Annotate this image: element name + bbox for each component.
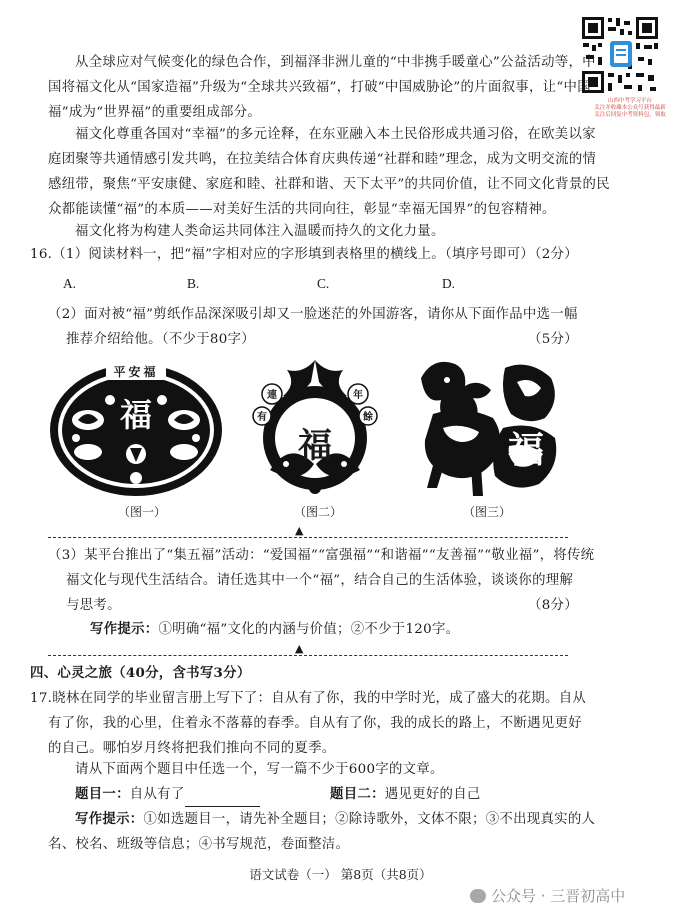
text-line: 福文化与现代生活结合。请任选其中一个“福”，结合自己的生活体验，谈谈你的理解 xyxy=(66,573,574,588)
watermark xyxy=(470,885,625,906)
qr-caption xyxy=(583,98,677,119)
q17-prompt xyxy=(30,686,586,761)
text-line: 福”成为“世界福”的重要组成部分。 xyxy=(48,105,262,120)
text-line: 名、校名、班级等信息；④书写规范，卷面整洁。 xyxy=(48,837,350,852)
text-line: （2）面对被“福”剪纸作品深深吸引却又一脸迷茫的外国游客，请你从下面作品中选一幅 xyxy=(48,307,578,322)
q16-part2-text xyxy=(48,302,578,352)
section-4-title: 四、心灵之旅（40分，含书写3分） xyxy=(30,665,251,681)
papercut-char-nian: 年 xyxy=(353,390,363,401)
q16-part3-score: （8分） xyxy=(528,598,578,613)
option-a: A. xyxy=(63,276,77,291)
papercut-figure-3 xyxy=(413,358,563,500)
figure-2-caption: （图二） xyxy=(294,505,343,519)
text-line: 与思考。 xyxy=(66,598,121,613)
topic-1-blank xyxy=(185,793,260,807)
hint-text: ①明确“福”文化的内涵与价值；②不少于120字。 xyxy=(158,622,460,637)
text-line: 推荐介绍给他。（不少于80字） xyxy=(66,332,255,347)
papercut-banner-text: 平安福 xyxy=(113,365,159,379)
figure-1-caption: （图一） xyxy=(118,505,167,519)
papercut-fu-char: 福 xyxy=(119,396,152,434)
text-line: 国将福文化从“国家造福”升级为“全球共兴致福”，打破“中国威胁论”的片面叙事，让“中国 xyxy=(48,80,591,95)
topic-1-label: 题目一： xyxy=(75,786,130,802)
text-line: 福文化尊重各国对“幸福”的多元诠释，在东亚融入本土民俗形成共通习俗，在欧美以家 xyxy=(75,127,596,142)
topic-1 xyxy=(75,782,260,807)
papercut-char-lian: 連 xyxy=(267,390,277,401)
page-footer: 语文试卷（一） 第8页（共8页） xyxy=(249,867,432,882)
figure-3-caption: （图三） xyxy=(463,505,512,519)
answer-divider xyxy=(48,655,568,656)
qr-caption-line: 关注并收藏本公众号获得最新 xyxy=(594,105,666,111)
q16-part1-score: （2分） xyxy=(528,247,578,262)
text-line: 的自己。哪怕岁月终将把我们推向不同的夏季。 xyxy=(48,741,336,756)
qr-caption-line: 山西中考学习平台 xyxy=(607,98,652,104)
text-line: 庭团聚等共通情感引发共鸣，在拉美结合体育庆典传递“社群和睦”理念，成为文明交流的情 xyxy=(48,152,597,167)
q17-writing-hint xyxy=(48,807,595,857)
topic-2-label: 题目二： xyxy=(330,786,385,802)
intro-paragraph-2 xyxy=(48,122,610,222)
answer-divider xyxy=(48,537,568,538)
option-c: C. xyxy=(317,276,330,291)
papercut-char-yu: 餘 xyxy=(363,412,373,423)
papercut-fu-char: 福 xyxy=(298,426,332,466)
text-line: 有了你，我的心里，住着永不落幕的春季。自从有了你，我的成长的路上，不断遇见更好 xyxy=(48,716,582,731)
text-line: 17.晓林在同学的毕业留言册上写下了：自从有了你，我的中学时光，成了盛大的花期。自从 xyxy=(30,691,587,706)
intro-paragraph-3: 福文化将为构建人类命运共同体注入温暖而持久的文化力量。 xyxy=(75,224,445,239)
watermark-text: 公众号 · 三晋初高中 xyxy=(491,887,626,905)
option-d: D. xyxy=(442,276,456,291)
papercut-figure-1 xyxy=(48,360,224,500)
hint-label: 写作提示： xyxy=(75,811,144,827)
text-line: （3）某平台推出了“集五福”活动：“爱国福”“富强福”“和谐福”“友善福”“敬业福”，将传统 xyxy=(48,548,595,563)
papercut-figure-2 xyxy=(250,360,380,495)
q16-part2-score: （5分） xyxy=(528,332,578,347)
text-line: 众都能读懂“福”的本质——对美好生活的共同向往，彰显“幸福无国界”的包容精神。 xyxy=(48,202,556,217)
q16-part1-text: 16.（1）阅读材料一，把“福”字相对应的字形填到表格里的横线上。（填序号即可） xyxy=(30,247,535,262)
text-line: 感纽带，聚焦“平安康健、家庭和睦、社群和谐、天下太平”的共同价值，让不同文化背景的民 xyxy=(48,177,610,192)
papercut-fu-char: 福 xyxy=(507,429,544,471)
text-line xyxy=(48,807,595,832)
text-line: 从全球应对气候变化的绿色合作，到福泽非洲儿童的“中非携手暖童心”公益活动等，中 xyxy=(75,55,596,70)
topic-2 xyxy=(330,782,481,807)
q16-writing-hint xyxy=(90,617,459,642)
papercut-char-you: 有 xyxy=(257,412,267,423)
hint-text: ①如选题目一，请先补全题目；②除诗歌外，文体不限；③不出现真实的人 xyxy=(143,812,596,827)
triangle-marker: ▲ xyxy=(295,524,304,537)
q16-part3-text xyxy=(48,543,594,618)
qr-caption-line: 关注后回复中考资料包，领取 xyxy=(594,112,666,118)
triangle-marker: ▲ xyxy=(295,642,304,655)
wechat-icon xyxy=(470,889,486,903)
option-b: B. xyxy=(187,276,200,291)
hint-label: 写作提示： xyxy=(90,621,159,637)
intro-paragraph-1 xyxy=(48,50,596,125)
topic-1-text: 自从有了 xyxy=(129,787,185,802)
q17-instruction: 请从下面两个题目中任选一个，写一篇不少于600字的文章。 xyxy=(75,762,444,777)
topic-2-text: 遇见更好的自己 xyxy=(384,787,481,802)
